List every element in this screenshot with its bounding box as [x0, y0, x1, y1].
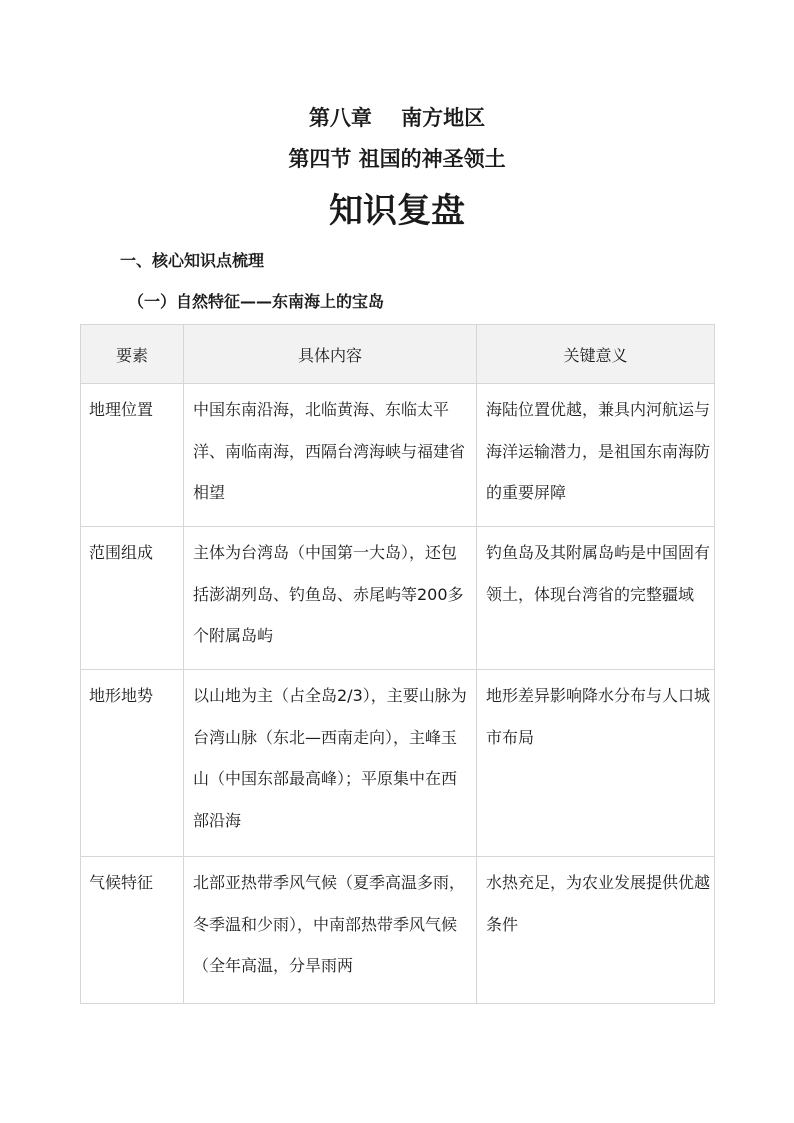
cell-text: 钓鱼岛及其附属岛屿是中国固有领土，体现台湾省的完整疆域 [486, 543, 711, 604]
cell-content [184, 384, 477, 527]
chapter-title: 第八章 南方地区 [308, 106, 486, 130]
outline-heading-1: 一、核心知识点梳理 [120, 251, 265, 270]
cell-element [81, 857, 184, 1004]
cell-element [81, 670, 184, 857]
document-title: 知识复盘 [329, 191, 465, 231]
cell-significance [477, 384, 715, 527]
section-title: 第四节 祖国的神圣领土 [288, 147, 506, 171]
cell-text: 中国东南沿海，北临黄海、东临太平洋、南临南海，西隔台湾海峡与福建省相望 [193, 400, 466, 502]
table-row [81, 384, 715, 527]
cell-text: 北部亚热带季风气候（夏季高温多雨，冬季温和少雨），中南部热带季风气候（全年高温，分旱雨两 [193, 873, 466, 975]
table-row [81, 670, 715, 857]
cell-text: 地形差异影响降水分布与人口城市布局 [486, 686, 711, 747]
cell-text: 气候特征 [89, 873, 154, 892]
header-content: 具体内容 [184, 325, 477, 384]
cell-element [81, 384, 184, 527]
cell-content [184, 527, 477, 670]
cell-text: 水热充足，为农业发展提供优越条件 [486, 873, 711, 934]
cell-significance [477, 857, 715, 1004]
header-element: 要素 [81, 325, 184, 384]
cell-text: 海陆位置优越，兼具内河航运与海洋运输潜力，是祖国东南海防的重要屏障 [486, 400, 711, 502]
cell-clip [193, 873, 472, 995]
table-row [81, 857, 715, 1004]
cell-content [184, 670, 477, 857]
cell-content [184, 857, 477, 1004]
cell-element [81, 527, 184, 670]
cell-text: 以山地为主（占全岛2/3），主要山脉为台湾山脉（东北—西南走向），主峰玉山（中国东部最高峰）；平原集中在西部沿海 [193, 686, 467, 830]
outline-heading-2: （一）自然特征——东南海上的宝岛 [128, 292, 385, 311]
table-header-row [81, 325, 715, 384]
cell-text: 地形地势 [89, 686, 154, 705]
cell-text: 范围组成 [89, 543, 154, 562]
knowledge-table [80, 324, 715, 1004]
cell-text: 地理位置 [89, 400, 154, 419]
table-row [81, 527, 715, 670]
cell-significance [477, 670, 715, 857]
header-significance: 关键意义 [477, 325, 715, 384]
cell-text: 主体为台湾岛（中国第一大岛），还包括澎湖列岛、钓鱼岛、赤尾屿等200多个附属岛屿 [193, 543, 464, 645]
cell-significance [477, 527, 715, 670]
